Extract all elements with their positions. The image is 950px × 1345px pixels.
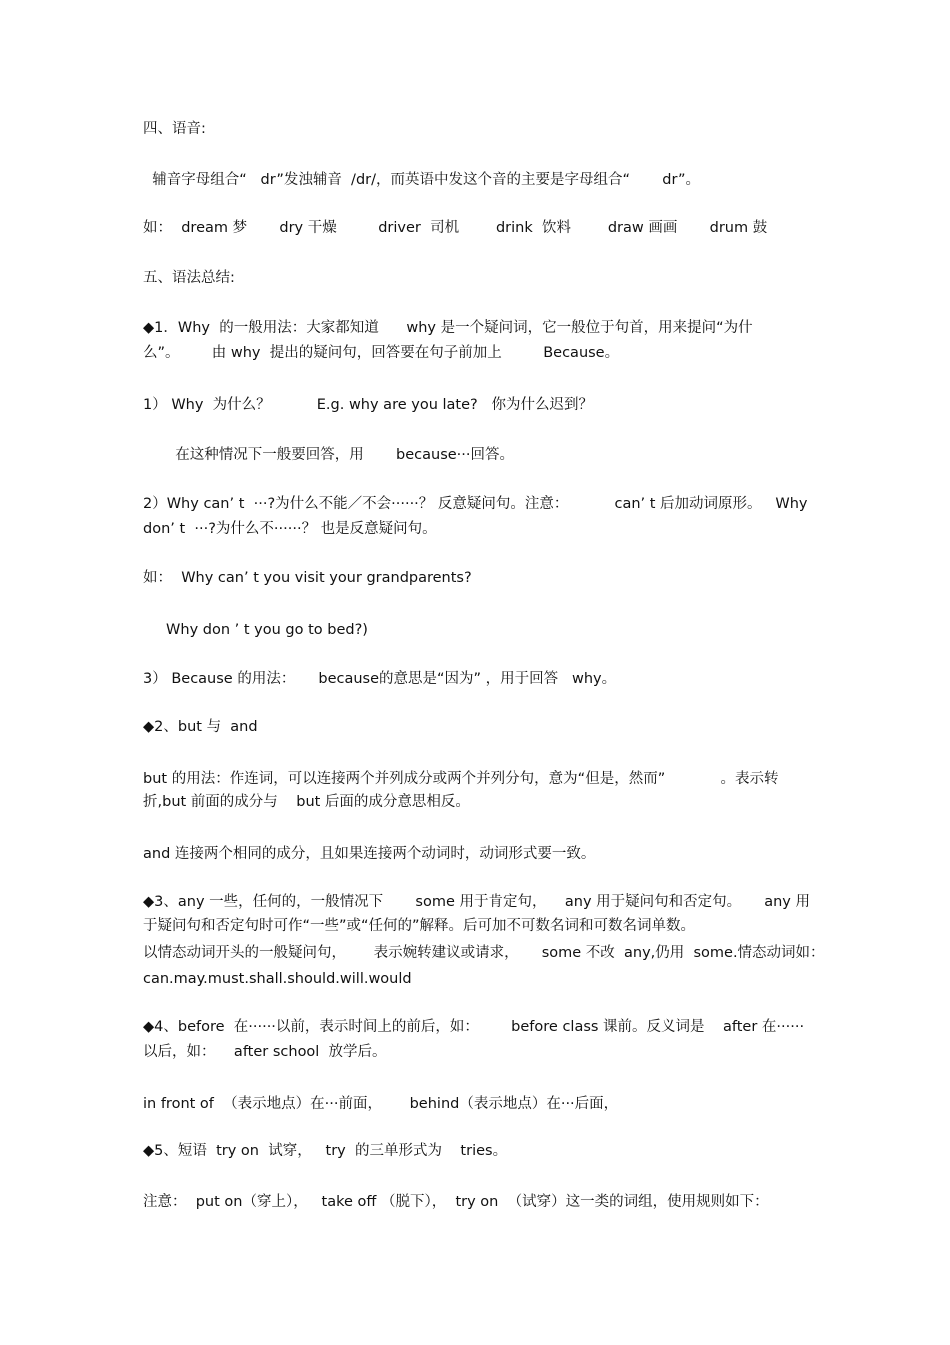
text-line: 注意： put on（穿上）， take off （脱下）， try on （试穿）这一类的词组，使用规则如下： (143, 1194, 769, 1210)
text-line: don’ t ···?为什么不······？ 也是反意疑问句。 (143, 521, 437, 537)
text-line: 2）Why can’ t ···?为什么不能／不会······？ 反意疑问句。注意： can’ t 后加动词原形。 Why (143, 496, 808, 512)
text-line: 在这种情况下一般要回答，用 because···回答。 (143, 447, 515, 463)
text-line: ◆1．Why 的一般用法：大家都知道 why 是一个疑问词，它一般位于句首，用来提问“为什 (143, 320, 753, 336)
text-line: 于疑问句和否定句时可作“一些”或“任何的”解释。后可加不可数名词和可数名词单数。 (143, 918, 696, 934)
text-line: ◆4、before 在······以前，表示时间上的前后，如： before class 课前。反义词是 after 在······ (143, 1019, 805, 1035)
text-line: 以情态动词开头的一般疑问句， 表示婉转建议或请求， some 不改 any,仍用 some.情态动词如： (143, 945, 825, 961)
text-line: 么”。 由 why 提出的疑问句，回答要在句子前加上 Because。 (143, 345, 620, 361)
text-line: 1） Why 为什么？ E.g. why are you late? 你为什么迟到？ (143, 397, 594, 413)
text-line: can.may.must.shall.should.will.would (143, 971, 412, 987)
text-line: ◆3、any 一些，任何的，一般情况下 some 用于肯定句， any 用于疑问句和否定句。 any 用 (143, 894, 810, 910)
text-line: Why don ’ t you go to bed?) (143, 622, 368, 638)
text-line: 3） Because 的用法： because的意思是“因为” ，用于回答 why。 (143, 671, 617, 687)
text-line: 如： dream 梦 dry 干燥 driver 司机 drink 饮料 draw 画画 drum 鼓 (143, 220, 768, 236)
text-line: in front of （表示地点）在···前面， behind（表示地点）在···后面， (143, 1096, 619, 1112)
text-line: ◆2、but 与 and (143, 719, 258, 735)
text-line: 折,but 前面的成分与 but 后面的成分意思相反。 (143, 794, 470, 810)
text-line: 如： Why can’ t you visit your grandparents? (143, 570, 472, 586)
text-line: 辅音字母组合“ dr”发浊辅音 /dr/，而英语中发这个音的主要是字母组合“ dr”。 (143, 172, 701, 188)
text-line: 以后，如： after school 放学后。 (143, 1044, 387, 1060)
text-line: ◆5、短语 try on 试穿， try 的三单形式为 tries。 (143, 1143, 508, 1159)
section-heading-grammar: 五、语法总结: (143, 270, 235, 286)
section-heading-phonetics: 四、语音: (143, 121, 206, 137)
text-line: and 连接两个相同的成分，且如果连接两个动词时，动词形式要一致。 (143, 846, 596, 862)
text-line: but 的用法：作连词，可以连接两个并列成分或两个并列分句，意为“但是，然而” 。表示转 (143, 771, 779, 787)
